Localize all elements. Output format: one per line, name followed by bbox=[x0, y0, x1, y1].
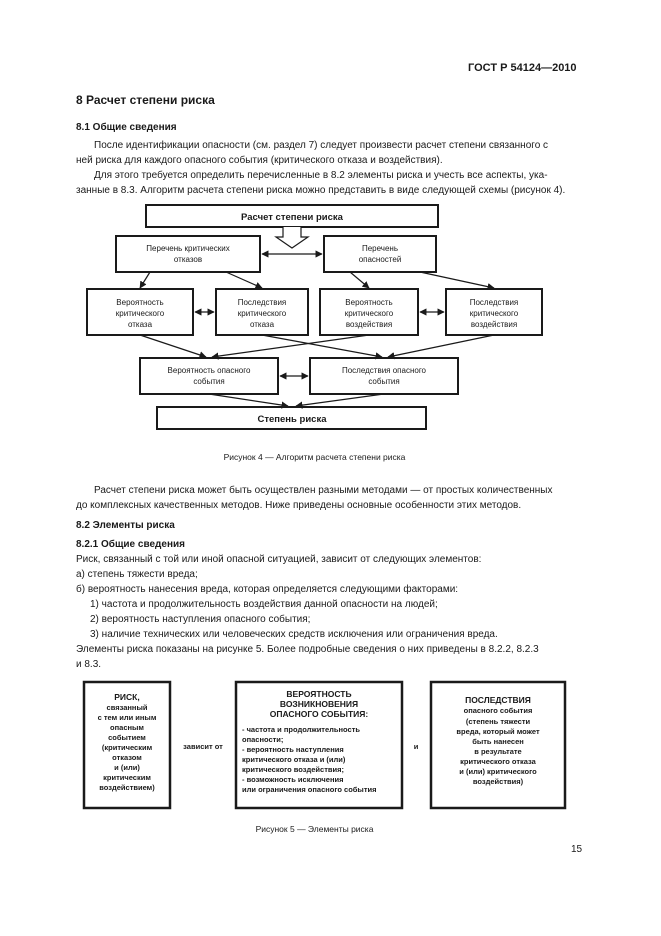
fig5-and-label: и bbox=[413, 742, 419, 751]
fig5-label: критическим bbox=[103, 773, 151, 782]
paragraph bbox=[76, 483, 586, 513]
fig5-label: связанный bbox=[106, 703, 148, 712]
fig5-label: (степень тяжести bbox=[465, 717, 531, 726]
figure5-diagram bbox=[0, 670, 661, 820]
section-title: 8 Расчет степени риска bbox=[76, 93, 215, 107]
fig4-label: критического bbox=[115, 309, 165, 318]
fig4-label: критического bbox=[469, 309, 519, 318]
fig5-label: критического отказа и (или) bbox=[242, 755, 346, 764]
fig4-label: Последствия опасного bbox=[341, 366, 427, 375]
fig5-label: опасным bbox=[110, 723, 144, 732]
fig5-label: ВЕРОЯТНОСТЬ bbox=[286, 689, 352, 699]
fig4-label: отказов bbox=[173, 255, 203, 264]
page-number: 15 bbox=[571, 844, 583, 855]
fig5-label: ОПАСНОГО СОБЫТИЯ: bbox=[269, 709, 369, 719]
fig4-label: воздействия bbox=[470, 320, 518, 329]
fig4-label: Перечень критических bbox=[146, 244, 230, 253]
fig5-label: быть нанесен bbox=[472, 737, 524, 746]
text-line: и 8.3. bbox=[76, 659, 102, 670]
fig4-label: отказа bbox=[249, 320, 275, 329]
text-line: Элементы риска показаны на рисунке 5. Более подробные сведения о них приведены в 8.2.2, 8.2.3 bbox=[76, 644, 539, 655]
paragraph bbox=[76, 552, 588, 672]
fig4-label: воздействия bbox=[345, 320, 393, 329]
text-line: 1) частота и продолжительность воздействия данной опасности на людей; bbox=[90, 599, 438, 610]
fig5-label: - частота и продолжительность bbox=[242, 725, 360, 734]
fig5-label: событием bbox=[108, 733, 146, 742]
figure5-caption: Рисунок 5 — Элементы риска bbox=[255, 824, 374, 834]
fig5-label: в результате bbox=[474, 747, 522, 756]
fig5-label: опасности; bbox=[242, 735, 284, 744]
fig5-label: и (или) критического bbox=[459, 767, 537, 776]
text-line: а) степень тяжести вреда; bbox=[76, 569, 198, 580]
box-prob-event bbox=[140, 358, 278, 394]
text-line: до комплексных качественных методов. Ниже приведены основные особенности этих методов. bbox=[76, 500, 522, 511]
fig4-label: критического bbox=[237, 309, 287, 318]
text-line: Риск, связанный с той или иной опасной ситуацией, зависит от следующих элементов: bbox=[76, 554, 482, 565]
fig4-top-label: Расчет степени риска bbox=[241, 212, 343, 223]
fig5-label: вреда, который может bbox=[456, 727, 540, 736]
fig5-label: - вероятность наступления bbox=[242, 745, 344, 754]
fig4-label: Перечень bbox=[361, 244, 399, 253]
subsection-title: 8.2 Элементы риска bbox=[76, 520, 175, 531]
fig4-label: Последствия bbox=[237, 298, 287, 307]
fig4-label: Вероятность bbox=[345, 298, 393, 307]
fig5-label: - возможность исключения bbox=[242, 775, 344, 784]
fig4-label: события bbox=[193, 377, 225, 386]
fig5-label: или ограничения опасного события bbox=[242, 785, 377, 794]
text-line: занные в 8.3. Алгоритм расчета степени риска можно представить в виде следующей схемы (рисунок 4). bbox=[76, 185, 566, 196]
hollow-arrow-icon bbox=[276, 227, 308, 248]
fig5-label: воздействием) bbox=[99, 783, 155, 792]
fig4-label: опасностей bbox=[358, 255, 402, 264]
text-line: Расчет степени риска может быть осуществлен разными методами — от простых количественных bbox=[94, 485, 553, 496]
box-hazards-list bbox=[324, 236, 436, 272]
fig5-label: РИСК, bbox=[114, 692, 140, 702]
fig5-label: (критическим bbox=[101, 743, 153, 752]
fig5-label: критического отказа bbox=[460, 757, 536, 766]
box-cons-event bbox=[310, 358, 458, 394]
text-line: Для этого требуется определить перечисленные в 8.2 элементы риска и учесть все аспекты, ука- bbox=[94, 170, 548, 181]
fig5-label: критического воздействия; bbox=[242, 765, 344, 774]
standard-header: ГОСТ Р 54124—2010 bbox=[468, 62, 577, 74]
fig4-label: критического bbox=[344, 309, 394, 318]
fig4-bottom-label: Степень риска bbox=[257, 414, 327, 425]
text-line: б) вероятность нанесения вреда, которая определяется следующими факторами: bbox=[76, 584, 459, 595]
fig5-depends-label: зависит от bbox=[183, 742, 223, 751]
fig5-label: отказом bbox=[112, 753, 142, 762]
fig5-label: опасного события bbox=[463, 706, 533, 715]
fig5-label: ВОЗНИКНОВЕНИЯ bbox=[279, 699, 359, 709]
subsection-title: 8.1 Общие сведения bbox=[76, 122, 177, 133]
fig4-label: Вероятность опасного bbox=[167, 366, 251, 375]
fig4-label: отказа bbox=[127, 320, 153, 329]
figure4-diagram bbox=[0, 0, 661, 440]
text-line: После идентификации опасности (см. раздел 7) следует произвести расчет степени связанного с bbox=[94, 140, 549, 151]
fig5-label: воздействия) bbox=[472, 777, 524, 786]
subsubsection-title: 8.2.1 Общие сведения bbox=[76, 539, 185, 550]
fig4-label: Последствия bbox=[469, 298, 519, 307]
fig5-label: с тем или иным bbox=[97, 713, 157, 722]
fig4-label: события bbox=[368, 377, 400, 386]
fig4-label: Вероятность bbox=[116, 298, 164, 307]
fig5-label: и (или) bbox=[114, 763, 140, 772]
box-failures-list bbox=[116, 236, 260, 272]
text-line: ней риска для каждого опасного события (критического отказа и воздействия). bbox=[76, 155, 443, 166]
text-line: 3) наличие технических или человеческих средств исключения или ограничения вреда. bbox=[90, 629, 498, 640]
figure4-caption: Рисунок 4 — Алгоритм расчета степени риска bbox=[223, 452, 406, 462]
text-line: 2) вероятность наступления опасного события; bbox=[90, 614, 311, 625]
fig5-label: ПОСЛЕДСТВИЯ bbox=[465, 695, 531, 705]
